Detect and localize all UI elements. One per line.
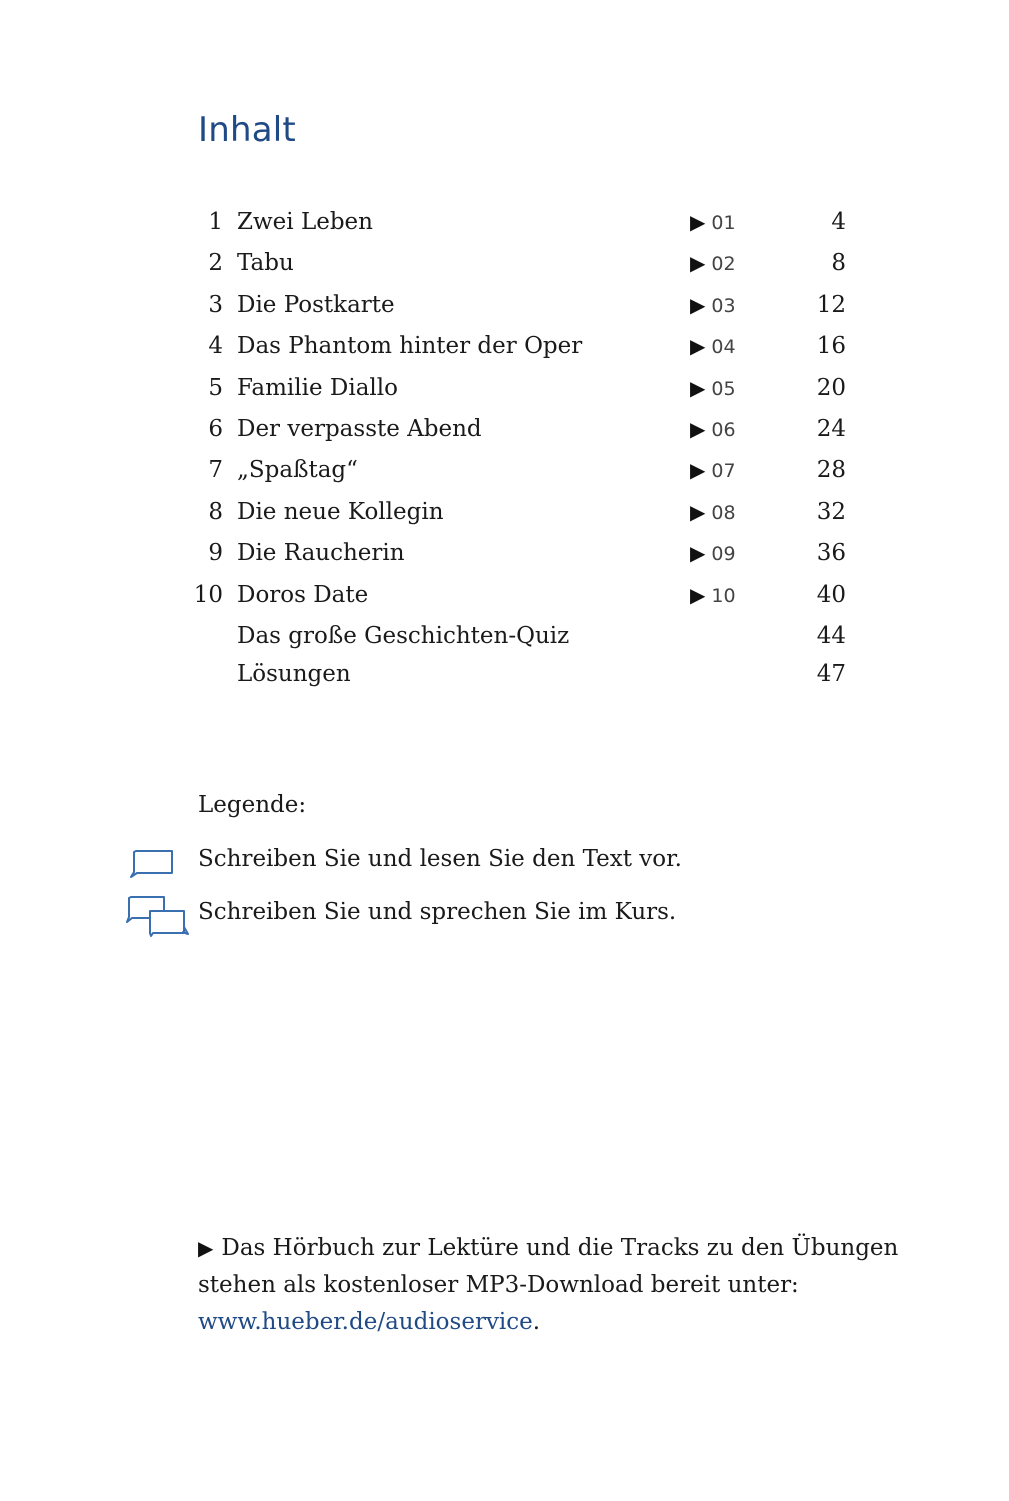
toc-row[interactable] [0,285,1009,325]
page-number: 24 [816,416,846,442]
chapter-number: 3 [208,292,223,318]
play-triangle-icon: ▶ [690,210,706,234]
track-number: 05 [711,378,736,400]
play-triangle-icon: ▶ [690,334,706,358]
note-line-1: Das Hörbuch zur Lektüre und die Tracks zu den Übungen [221,1235,899,1261]
toc-row[interactable] [0,243,1009,283]
chapter-number: 8 [208,499,223,525]
toc-row[interactable] [0,654,1009,694]
toc-row[interactable] [0,409,1009,449]
toc-row[interactable] [0,326,1009,366]
note-line-2: stehen als kostenloser MP3-Download bereit unter: [198,1272,799,1298]
toc-row[interactable] [0,450,1009,490]
chapter-title: Zwei Leben [237,209,373,235]
toc-row[interactable] [0,202,1009,242]
audio-track[interactable] [690,243,736,284]
play-triangle-icon: ▶ [690,293,706,317]
chapter-number: 7 [208,457,223,483]
chapter-number: 10 [193,582,223,608]
page-number: 28 [816,457,846,483]
audio-track[interactable] [690,409,736,450]
track-number: 04 [711,336,736,358]
page-number: 16 [816,333,846,359]
play-triangle-icon: ▶ [690,376,706,400]
track-number: 07 [711,460,736,482]
audio-track[interactable] [690,492,736,533]
track-number: 02 [711,253,736,275]
audio-track[interactable] [690,326,736,367]
track-number: 01 [711,212,736,234]
page-number: 4 [831,209,846,235]
legend-item-speak-in-course: Schreiben Sie und sprechen Sie im Kurs. [198,899,677,925]
chapter-title: Das Phantom hinter der Oper [237,333,583,359]
toc-row[interactable] [0,533,1009,573]
speech-bubble-icon [128,848,176,878]
chapter-number: 4 [208,333,223,359]
audio-track[interactable] [690,368,736,409]
chapter-number: 5 [208,375,223,401]
page-number: 8 [831,250,846,276]
play-triangle-icon: ▶ [690,541,706,565]
audio-track[interactable] [690,285,736,326]
legend-item-read-aloud: Schreiben Sie und lesen Sie den Text vor. [198,846,682,872]
play-triangle-icon: ▶ [690,417,706,441]
play-triangle-icon: ▶ [690,583,706,607]
toc-row[interactable] [0,368,1009,408]
chapter-title: „Spaßtag“ [237,457,358,483]
track-number: 08 [711,502,736,524]
track-number: 03 [711,295,736,317]
toc-row[interactable] [0,616,1009,656]
play-triangle-icon: ▶ [690,500,706,524]
page-title: Inhalt [198,110,296,150]
chapter-title: Der verpasste Abend [237,416,482,442]
legend-heading: Legende: [198,792,307,818]
page-number: 36 [816,540,846,566]
track-number: 06 [711,419,736,441]
page-number: 20 [816,375,846,401]
chapter-title: Tabu [237,250,294,276]
chapter-title: Doros Date [237,582,369,608]
chapter-number: 1 [208,209,223,235]
play-triangle-icon: ▶ [198,1236,214,1260]
page-number: 12 [816,292,846,318]
chapter-title: Das große Geschichten-Quiz [237,623,570,649]
chapter-number: 6 [208,416,223,442]
toc-row[interactable] [0,492,1009,532]
audio-track[interactable] [690,533,736,574]
track-number: 09 [711,543,736,565]
page-number: 44 [816,623,846,649]
chapter-title: Die Postkarte [237,292,395,318]
double-speech-bubble-icon [124,894,190,938]
toc-row[interactable] [0,575,1009,615]
track-number: 10 [711,585,736,607]
play-triangle-icon: ▶ [690,251,706,275]
play-triangle-icon: ▶ [690,458,706,482]
audio-track[interactable] [690,202,736,243]
audio-track[interactable] [690,450,736,491]
audioservice-link[interactable]: www.hueber.de/audioservice [198,1309,533,1335]
page-number: 40 [816,582,846,608]
page-number: 32 [816,499,846,525]
note-period: . [532,1309,541,1335]
chapter-number: 9 [208,540,223,566]
chapter-title: Die Raucherin [237,540,405,566]
chapter-number: 2 [208,250,223,276]
page-number: 47 [816,661,846,687]
chapter-title: Lösungen [237,661,351,687]
audio-track[interactable] [690,575,736,616]
audio-note [198,1230,918,1341]
chapter-title: Familie Diallo [237,375,398,401]
chapter-title: Die neue Kollegin [237,499,444,525]
